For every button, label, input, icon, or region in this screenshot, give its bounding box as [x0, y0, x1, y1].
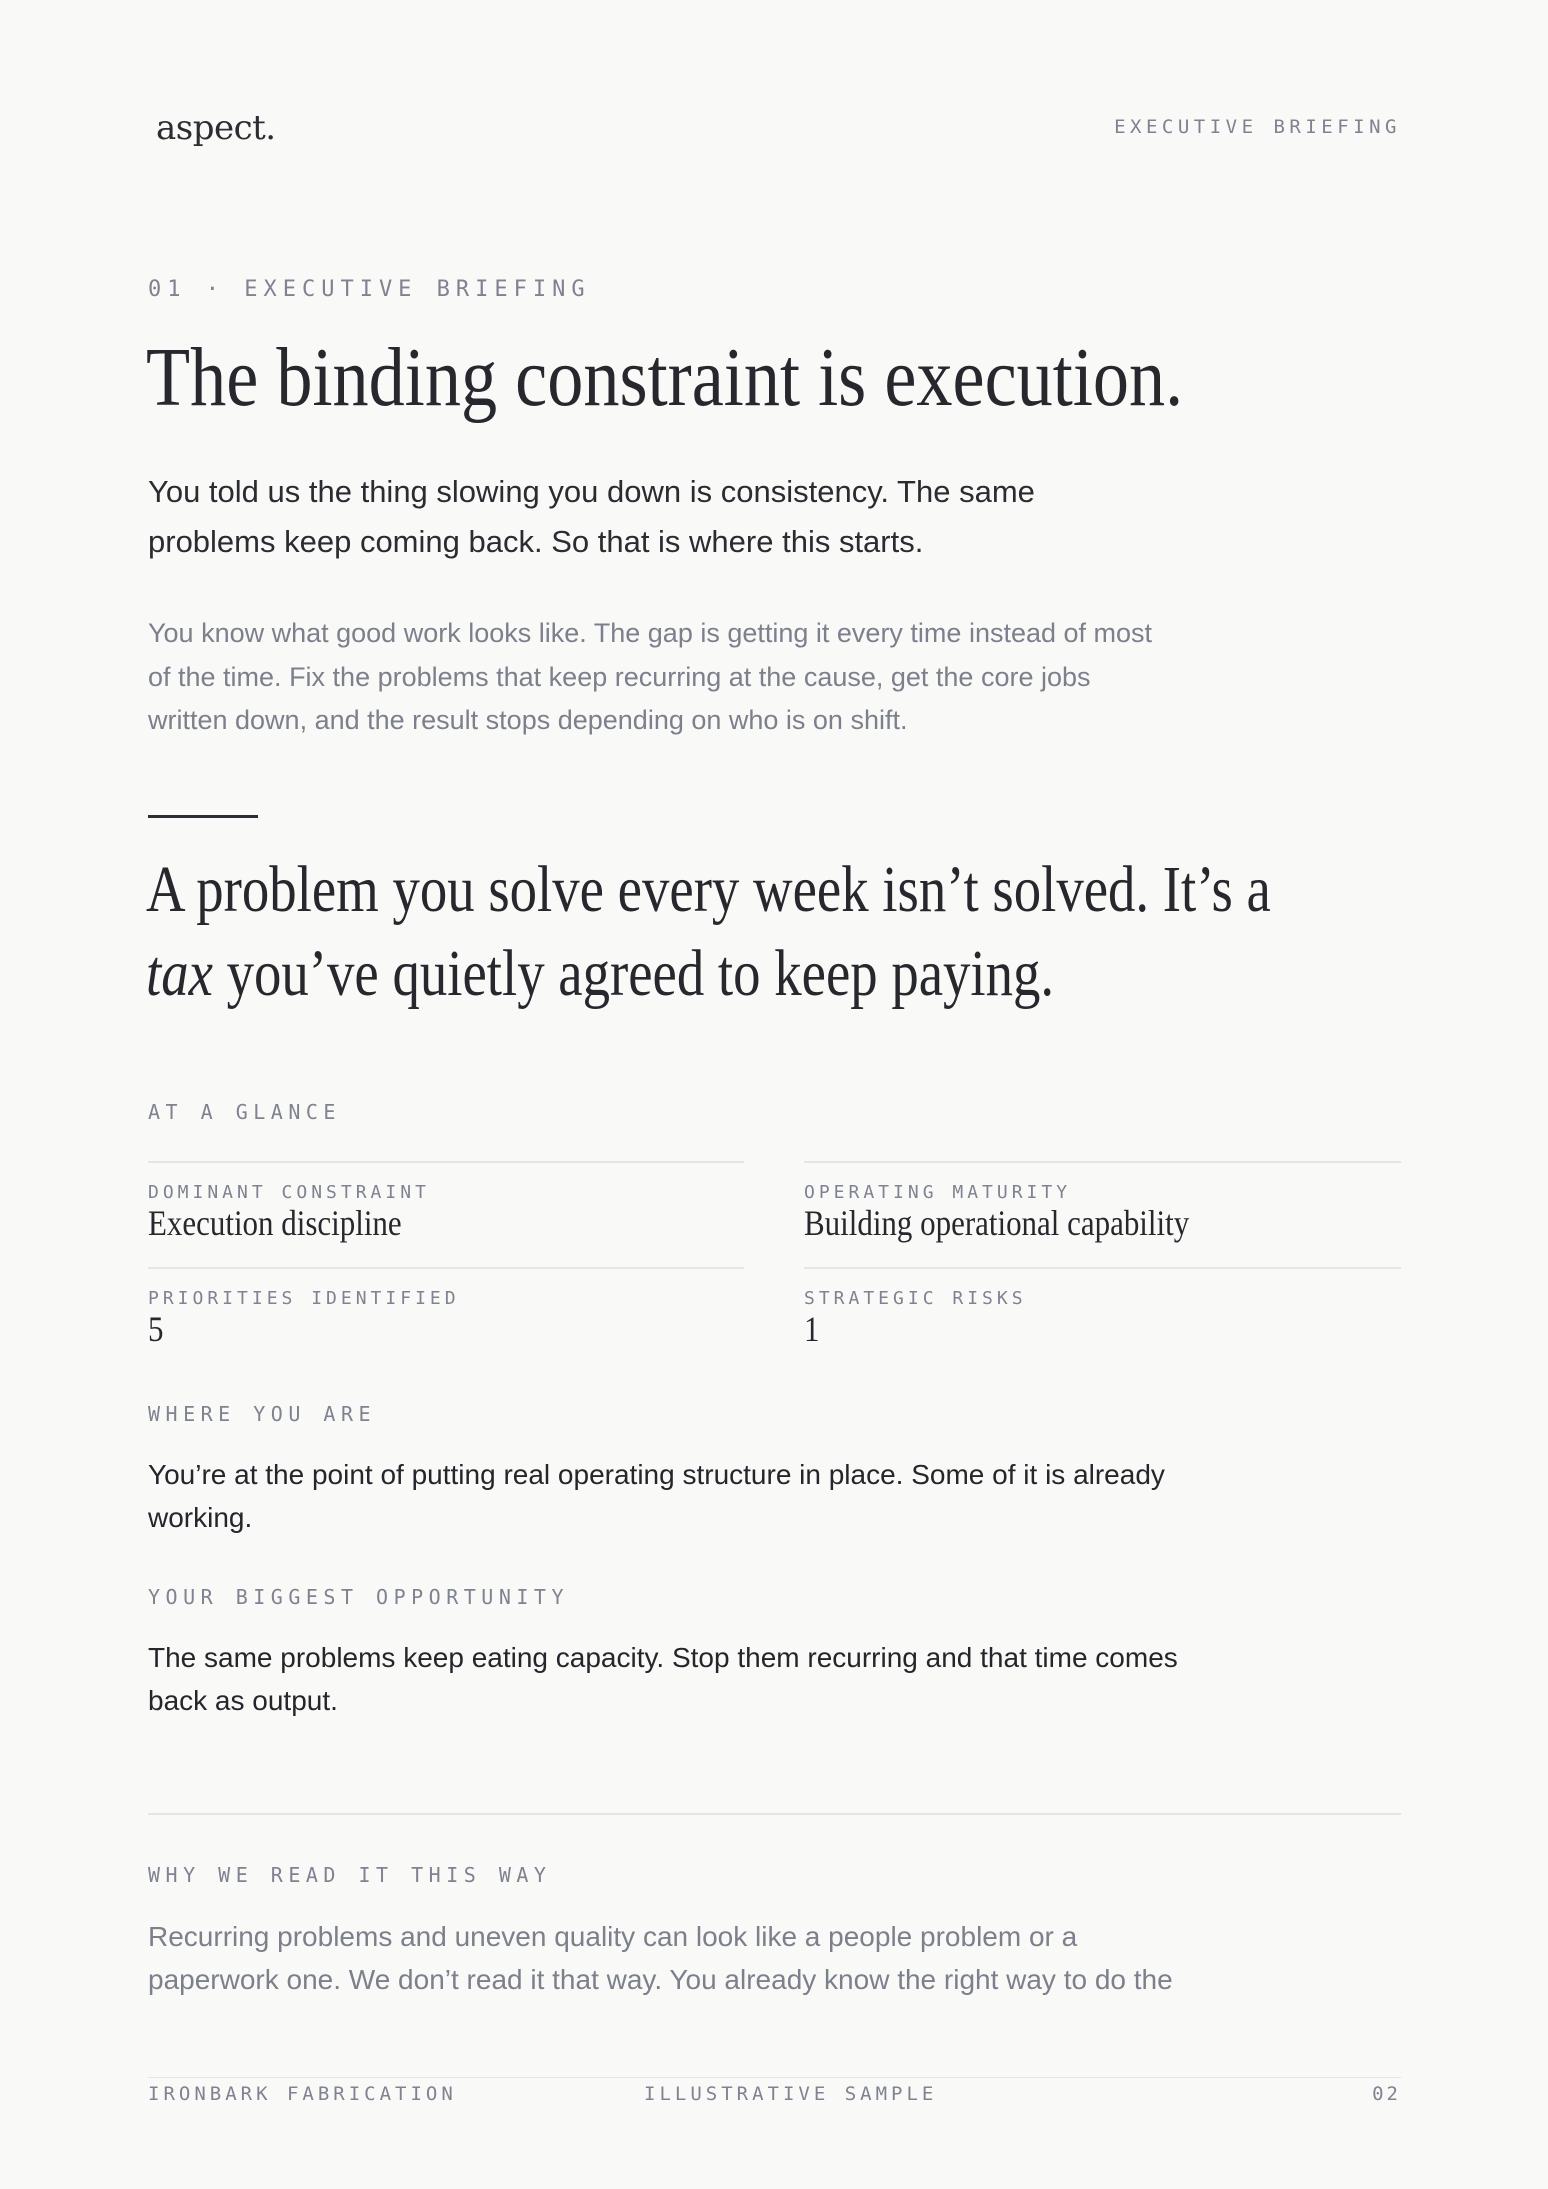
paragraph-line: paperwork one. We don’t read it that way. You already know the right way to do the	[148, 1964, 1173, 1995]
brand-logo: aspect.	[156, 108, 276, 148]
footer-page-number: 02	[1372, 2083, 1401, 2105]
footer-divider	[148, 2077, 1401, 2078]
glance-item-value: 5	[148, 1309, 164, 1349]
footer-sample-label: ILLUSTRATIVE SAMPLE	[644, 2083, 938, 2105]
pull-quote-divider	[148, 815, 258, 818]
section-divider	[148, 1813, 1401, 1815]
glance-item-label: STRATEGIC RISKS	[804, 1288, 1027, 1309]
body-line: You know what good work looks like. The gap is getting it every time instead of most	[148, 618, 1153, 648]
paragraph-line: back as output.	[148, 1685, 338, 1716]
glance-item-value: Building operational capability	[804, 1203, 1190, 1243]
paragraph-line: The same problems keep eating capacity. Stop them recurring and that time comes	[148, 1642, 1178, 1673]
lede-paragraph	[148, 467, 1248, 567]
why-paragraph	[148, 1915, 1268, 2001]
glance-item-value: 1	[804, 1309, 820, 1349]
pull-quote-emphasis: tax	[146, 937, 213, 1010]
glance-divider	[148, 1267, 744, 1269]
at-a-glance-label: AT A GLANCE	[148, 1100, 341, 1124]
pull-quote-rest: you’ve quietly agreed to keep paying.	[212, 937, 1055, 1010]
intro-body-paragraph	[148, 612, 1288, 743]
pull-quote-line: A problem you solve every week isn’t solved. It’s a	[146, 853, 1271, 926]
lede-line: You told us the thing slowing you down is consistency. The same	[148, 474, 1035, 509]
where-you-are-label: WHERE YOU ARE	[148, 1402, 377, 1426]
opportunity-label: YOUR BIGGEST OPPORTUNITY	[148, 1585, 569, 1609]
opportunity-paragraph	[148, 1636, 1268, 1722]
glance-item-label: OPERATING MATURITY	[804, 1182, 1072, 1203]
pull-quote-line	[146, 932, 1441, 1016]
why-label: WHY WE READ IT THIS WAY	[148, 1863, 552, 1887]
glance-item-value: Execution discipline	[148, 1203, 402, 1243]
header-section-label: EXECUTIVE BRIEFING	[1114, 116, 1401, 138]
footer-client-name: IRONBARK FABRICATION	[148, 2083, 457, 2105]
paragraph-line: working.	[148, 1502, 253, 1533]
paragraph-line: Recurring problems and uneven quality can look like a people problem or a	[148, 1921, 1078, 1952]
glance-item-label: DOMINANT CONSTRAINT	[148, 1182, 430, 1203]
pull-quote	[146, 848, 1441, 1016]
paragraph-line: You’re at the point of putting real operating structure in place. Some of it is already	[148, 1459, 1165, 1490]
lede-line: problems keep coming back. So that is where this starts.	[148, 524, 924, 559]
body-line: of the time. Fix the problems that keep recurring at the cause, get the core jobs	[148, 661, 1091, 692]
body-line: written down, and the result stops depending on who is on shift.	[148, 705, 908, 735]
where-you-are-paragraph	[148, 1453, 1268, 1539]
section-eyebrow: 01 · EXECUTIVE BRIEFING	[148, 277, 591, 302]
glance-item-label: PRIORITIES IDENTIFIED	[148, 1288, 460, 1309]
glance-divider	[804, 1267, 1401, 1269]
page-headline: The binding constraint is execution.	[146, 331, 1184, 424]
glance-divider	[804, 1161, 1401, 1163]
glance-divider	[148, 1161, 744, 1163]
